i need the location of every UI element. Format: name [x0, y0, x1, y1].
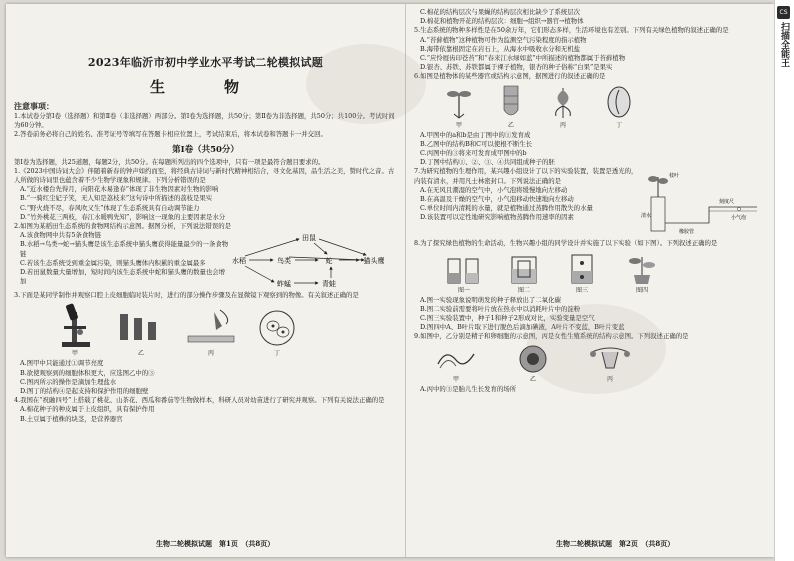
- seed-jar-icon: [564, 251, 600, 285]
- q6-fig-label-bing: 丙: [559, 121, 566, 129]
- q2-option-d: D.若田鼠数量大量增加，短时间内该生态系统中蛇和猫头鹰的数量也会增加: [20, 268, 226, 286]
- notes-heading: 注意事项：: [14, 101, 54, 111]
- q3-fig-ding: [256, 308, 298, 357]
- q3-fig-jia: [54, 302, 96, 357]
- q1-option-a: A.“近水楼台先得月，向阳花木易逢春”体现了非生物因素对生物的影响: [20, 185, 219, 194]
- q3-fig-label-bing: 丙: [207, 350, 214, 358]
- scanner-sidebar: [774, 0, 794, 561]
- exam-sheet: [6, 4, 774, 557]
- q8-fig-label-1: 图一: [457, 286, 470, 294]
- page-footer-right: 生物二轮模拟试题 第2页 （共8页）: [556, 539, 675, 548]
- q7-option-d: D.该装置可以定性地研究影响植物蒸腾作用速率的因素: [420, 213, 574, 222]
- subject-title: 生 物: [149, 78, 261, 96]
- q3-option-d: D.图丁的结构④是起支持和保护作用的细胞壁: [20, 387, 149, 396]
- root-tip-icon: [500, 84, 522, 120]
- q1-option-c: C.“野火烧不尽，春风吹又生”体现了生态系统具有自动调节能力: [20, 203, 200, 212]
- seedling-icon: [444, 84, 474, 120]
- q6-fig-label-yi: 乙: [507, 121, 514, 129]
- q2-option-c: C.若该生态系统受到重金属污染，则猫头鹰体内积累的重金属最多: [20, 258, 206, 267]
- q8-figures: [414, 251, 766, 294]
- label-zhiye: 枝叶: [669, 173, 680, 180]
- q6-option-b: B.乙图中的结构B和C可以使根不断生长: [420, 139, 533, 148]
- q8-option-a: A.图一实验现象说明萌发的种子释放出了二氧化碳: [420, 295, 561, 304]
- q9-fig-label-bing: 丙: [606, 375, 613, 383]
- q7-option-c: C.单位时间内清耗的水量，就是植物通过蒸腾作用散失的水量: [420, 204, 593, 213]
- q4-option-a: A.棉花种子的种皮属于上皮组织，具有保护作用: [20, 405, 155, 414]
- web-node-zhameng: 蚱蜢: [277, 280, 291, 289]
- q3-fig-label-yi: 乙: [137, 350, 144, 358]
- q4-option-b: B.土豆属于植株的块茎，是营养器官: [20, 414, 123, 423]
- q3-fig-yi: [116, 308, 166, 357]
- label-xiangjiaoguan: 橡胶管: [679, 229, 695, 236]
- question-2: 2.如图为某稻田生态系统的食物网结构示意图。据图分析，下列说法错误的是: [14, 222, 231, 231]
- q3-fig-label-ding: 丁: [273, 350, 280, 358]
- part1-title: 第Ⅰ卷（共50分）: [172, 144, 239, 155]
- q1-option-b: B.“一骑红尘妃子笑，无人知是荔枝来”这句诗中所描述的荔枝是果实: [20, 194, 213, 203]
- q9-figures: [414, 344, 766, 383]
- q5-option-a: A.“苔藓植物”这种植物可作为监测空气污染程度的指示植物: [420, 35, 587, 44]
- web-node-shuidao: 水稻: [232, 257, 246, 266]
- beaker-icon: [506, 251, 542, 285]
- question-7: 7.为研究植物的生理作用，某兴趣小组设计了以下的实验装置，装置是透光的，内装有清水，并用凡士林密封口。下列说法正确的是: [414, 167, 638, 185]
- web-node-maotouying: 猫头鹰: [363, 257, 385, 266]
- camscanner-logo-icon: CS: [777, 6, 790, 19]
- q8-option-c: C.图三实验装置中，种子1和种子2形成对比，实验变量是空气: [420, 314, 595, 323]
- bud-icon: [548, 84, 578, 120]
- question-3: 3.下面是某同学制作并观察口腔上皮细胞临时装片时，进行的部分操作步骤及在显微镜下观察到的物像。有关叙述正确的是: [14, 291, 359, 300]
- objective-lens-icon: [116, 308, 166, 348]
- question-8: 8.为了探究绿色植物的生命活动，生物兴趣小组的同学设计并实施了以下实验（如下图）。下列叙述正确的是: [414, 239, 718, 248]
- q8-fig-4: [622, 251, 662, 294]
- note-1: 1.本试卷分第Ⅰ卷（选择题）和第Ⅱ卷（非选择题）两部分。第Ⅰ卷为选择题，共50分；第Ⅱ卷为非选择题，共50分；共100分。考试时间为60分钟。: [14, 112, 395, 130]
- q8-fig-3: [564, 251, 600, 294]
- q1-option-d: D.“竹外桃花三两枝，春江水暖鸭先知”，影响这一现象的主要因素是水分: [20, 212, 226, 221]
- egg-cell-icon: [518, 344, 548, 374]
- question-4: 4.我国在“祝融四号”上搭载了桃花、山茶花、西瓜和番茄等生物做样本，科研人员对幼苗进行了研究并观察。下列有关说法正确的是: [14, 396, 385, 405]
- q6-fig-label-jia: 甲: [455, 121, 462, 129]
- part1-intro: 第Ⅰ卷为选择题，共25道题，每题2分，共50分。在每题所列出的四个选项中，只有一项是最符合题目要求的。: [14, 157, 325, 166]
- label-kedu: 刻度尺: [719, 199, 735, 206]
- q8-fig-2: [506, 251, 542, 294]
- seed-icon: [604, 84, 634, 120]
- exam-title: 2023年临沂市初中学业水平考试二轮模拟试题: [87, 56, 324, 69]
- q9-fig-jia: [434, 344, 478, 383]
- q8-fig-label-3: 图三: [575, 286, 588, 294]
- q6-option-a: A.甲图中的a和b是由丁图中的①发育成: [420, 130, 531, 139]
- q6-figures: [414, 84, 766, 129]
- q9-fig-label-jia: 甲: [452, 375, 459, 383]
- page-footer-left: 生物二轮模拟试题 第1页 （共8页）: [156, 539, 275, 548]
- q9-fig-label-yi: 乙: [529, 375, 536, 383]
- q6-fig-label-ding: 丁: [615, 121, 622, 129]
- q6-option-d: D.丁图中结构①、②、③、④共同组成种子的胚: [420, 158, 555, 167]
- uterus-icon: [588, 344, 632, 374]
- food-web-diagram: [229, 231, 394, 291]
- q8-option-d: D.图四中A、B叶片取下进行脱色后滴加碘液，A叶片不变蓝，B叶片变蓝: [420, 323, 625, 332]
- q9-fig-bing: [588, 344, 632, 383]
- web-node-tianshu: 田鼠: [302, 234, 316, 243]
- microscope-icon: [54, 302, 96, 348]
- scanner-watermark-text: 扫描全能王: [779, 22, 789, 67]
- transpiration-apparatus: [639, 167, 764, 239]
- web-node-qingwa: 青蛙: [322, 280, 336, 289]
- q8-fig-1: [444, 251, 484, 294]
- q4-option-d: D.棉花和植物开花的结构层次：细胞→组织→器官→植物体: [420, 17, 584, 26]
- q6-fig-yi: [500, 84, 522, 129]
- q5-option-c: C.“应怜屐齿印苍苔”和“春来江水绿如蓝”中所描述的植物都属于苔藓植物: [420, 54, 626, 63]
- question-5: 5.生态系统的物种多样性是在50余万年，它们形态多样，生活环境也有差别。下列有关绿色植物的叙述正确的是: [414, 26, 729, 35]
- q7-option-b: B.在高温及干燥的空气中，小气泡移动快速地向左移动: [420, 195, 574, 204]
- question-9: 9.如图中，乙分别是精子和卵细胞的示意图，丙是女性生殖系统的结构示意图。下列叙述正确的是: [414, 332, 689, 341]
- q2-option-a: A.该食物网中共有5条食物链: [20, 231, 102, 240]
- q8-fig-label-2: 图二: [517, 286, 530, 294]
- potted-plant-icon: [622, 251, 662, 285]
- q9-fig-yi: [518, 344, 548, 383]
- q9-option-a: A.丙中的③是胎儿生长发育的场所: [420, 384, 517, 393]
- label-qipao: 小气泡: [731, 215, 747, 222]
- sperm-icon: [434, 344, 478, 374]
- q6-fig-bing: [548, 84, 578, 129]
- q6-fig-jia: [444, 84, 474, 129]
- web-node-she: 蛇: [325, 257, 333, 266]
- question-6: 6.如图是植物体的某些器官或结构示意图，据图进行的叙述正确的是: [414, 72, 606, 81]
- q5-option-b: B.海带依靠根固定在岩石上，从海水中吸收水分和无机盐: [420, 44, 581, 53]
- q3-option-a: A.图甲中只能通过①调节亮度: [20, 359, 104, 368]
- q5-option-d: D.银杏、苏铁、苏铁都属于裸子植物，银杏的种子俗称“白果”是果实: [420, 63, 613, 72]
- q6-option-c: C.丙图中的③将来可发育成甲图中的b: [420, 149, 527, 158]
- page-left: [6, 4, 406, 557]
- question-1: 1.《2023中国诗词大会》伴随着新春的钟声如约而至，将经典古诗词与新时代精神相结合，寻文化基因，品生活之美，赞时代之音。古人所做的诗词里也蕴含着不少生物学现象和规律。下列分析错误的是: [14, 166, 395, 185]
- q3-fig-label-jia: 甲: [71, 350, 78, 358]
- page-right: [406, 4, 774, 557]
- q3-figures: [14, 302, 397, 357]
- cell-view-icon: [256, 308, 298, 348]
- q8-option-b: B.图二实验前需要将叶片放在热水中以消耗叶片中的淀粉: [420, 304, 581, 313]
- q2-option-b: B.水稻→鸟类→蛇→猫头鹰是该生态系统中猫头鹰获得能量最少的一条食物链: [20, 240, 229, 258]
- note-2: 2.答卷前务必将自己的姓名、准考证号等填写在答题卡相应位置上，考试结束后，将本试卷和答题卡一并交回。: [14, 130, 327, 139]
- jar-icon: [444, 251, 484, 285]
- q8-fig-label-4: 图四: [635, 286, 648, 294]
- label-qingshui: 清水: [641, 213, 652, 220]
- q7-option-a: A.在无风且潮湿的空气中，小气泡将缓慢地向左移动: [420, 185, 568, 194]
- q3-fig-bing: [186, 308, 236, 357]
- slide-dropper-icon: [186, 308, 236, 348]
- q4-option-c: C.棉花的结构层次与果蝇的结构层次相比缺少了系统层次: [420, 8, 581, 16]
- q3-option-b: B.欲使观察到的细胞体积更大，应选图乙中的③: [20, 368, 155, 377]
- web-node-niaolei: 鸟类: [277, 257, 291, 266]
- q6-fig-ding: [604, 84, 634, 129]
- q3-option-c: C.图丙所示的操作是滴加生理盐水: [20, 377, 117, 386]
